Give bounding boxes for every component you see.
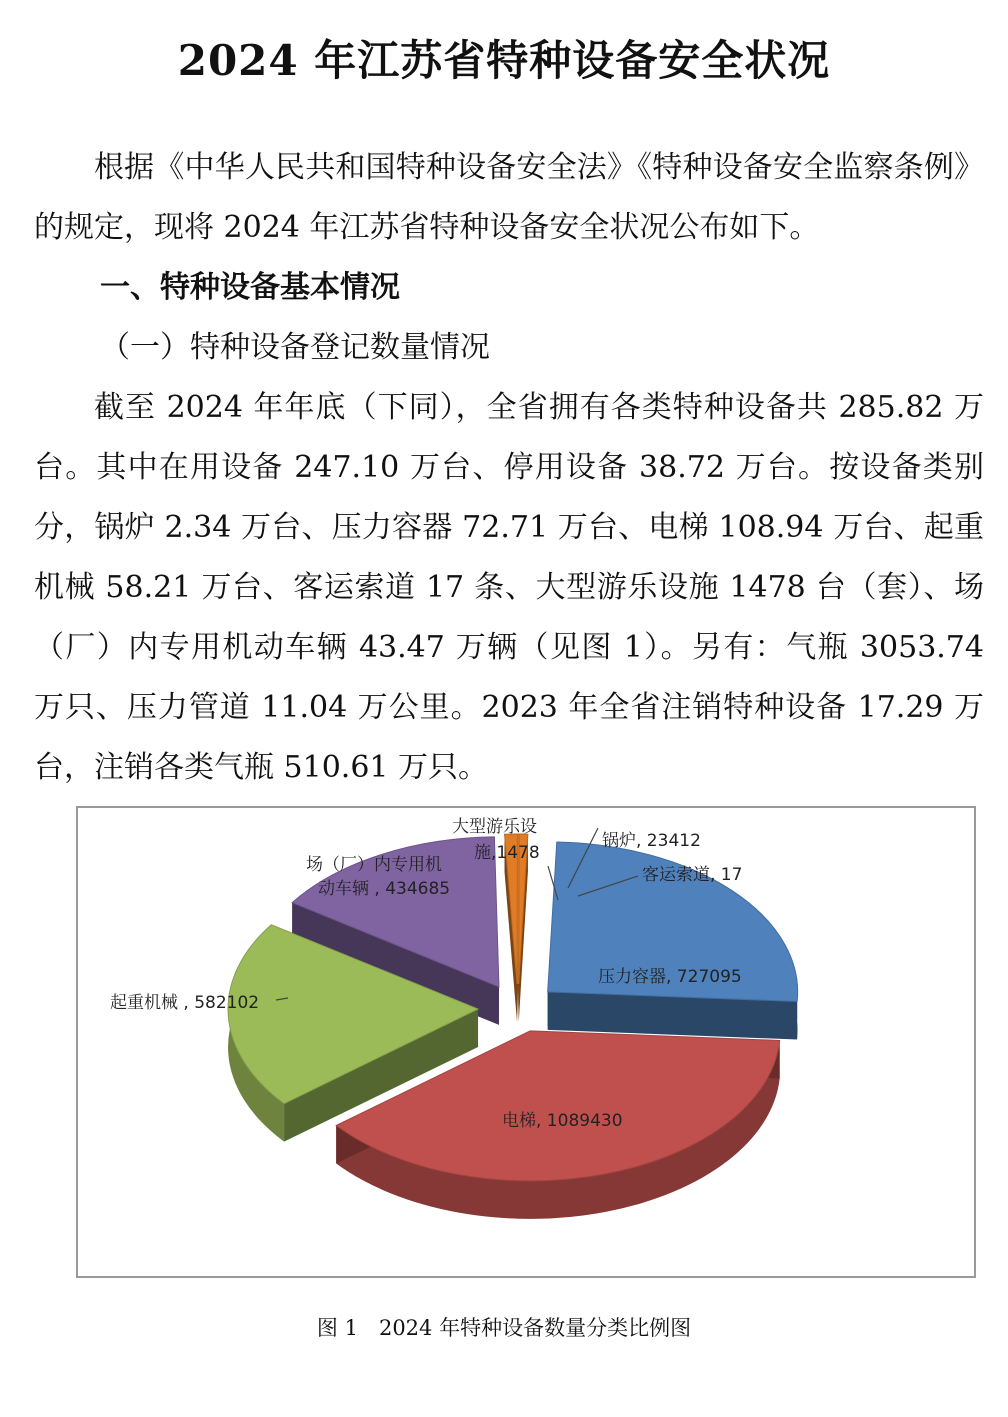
amusement-label-line1: 大型游乐设 <box>452 817 537 837</box>
document-title: 2024 年江苏省特种设备安全状况 <box>177 36 831 85</box>
pie-chart <box>78 808 978 1280</box>
figure-caption: 图 1 2024 年特种设备数量分类比例图 <box>316 1316 692 1340</box>
body-paragraph: 截至 2024 年年底（下同），全省拥有各类特种设备共 285.82 万台。其中在用设备 247.10 万台、停用设备 38.72 万台。按设备类别分，锅炉 2.34 万台、压力容器 72.71 万台、电梯 108.94 万台、起重机械 58.21 万台、客运索道 17 条、大型游乐设施 1478 台（套）、场（厂）内专用机动车辆 43.47 万辆（见图 1）。另有：气瓶 3053.74 万只、压力管道 11.04 万公里。2023 年全省注销特种设备 17.29 万台，注销各类气瓶 510.61 万只。 <box>34 390 984 785</box>
crane-label: 起重机械 , 582102 <box>110 993 260 1013</box>
section-heading: 一、特种设备基本情况 <box>100 270 400 305</box>
intro-paragraph: 根据《中华人民共和国特种设备安全法》《特种设备安全监察条例》的规定，现将 2024 年江苏省特种设备安全状况公布如下。 <box>34 150 984 245</box>
pressure-vessel-label: 压力容器, 727095 <box>598 967 742 987</box>
amusement-label-line2: 施,1478 <box>474 843 540 863</box>
pie-chart-figure <box>76 806 976 1278</box>
subsection-heading: （一）特种设备登记数量情况 <box>100 330 490 365</box>
elevator-label: 电梯, 1089430 <box>502 1111 623 1131</box>
vehicle-label-line1: 场（厂）内专用机 <box>306 855 442 875</box>
vehicle-label-line2: 动车辆 , 434685 <box>318 879 451 899</box>
boiler-label: 锅炉, 23412 <box>602 831 701 851</box>
ropeway-label: 客运索道, 17 <box>642 865 743 885</box>
